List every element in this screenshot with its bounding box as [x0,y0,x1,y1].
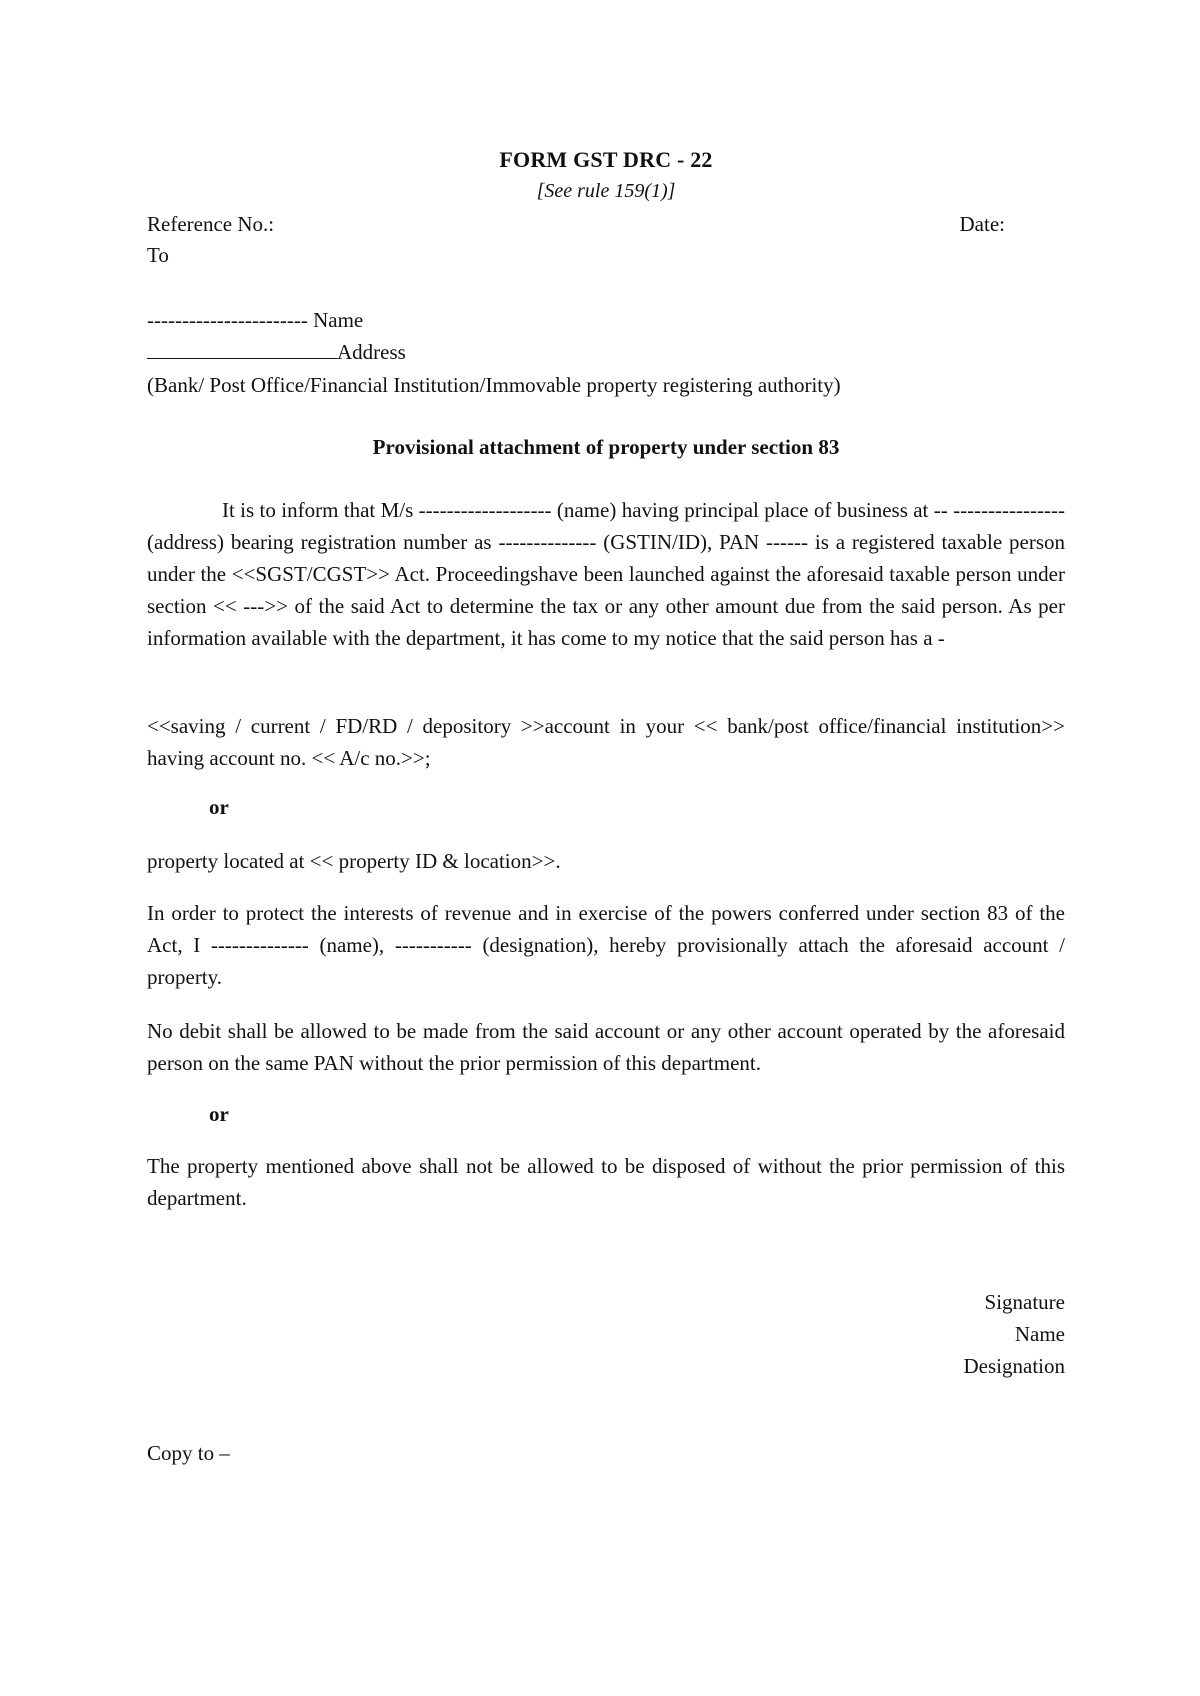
paragraph-inform [147,494,1065,654]
address-label: Address [337,340,406,364]
paragraph-account: <<saving / current / FD/RD / depository >>account in your << bank/post office/financial institution>> having account no. << A/c no.>>; [147,714,1065,770]
document-page [147,0,1065,1696]
paragraph-no-debit: No debit shall be allowed to be made from the said account or any other account operated by the aforesaid person on the same PAN without the prior permission of this department. [147,1019,1065,1075]
address-blank [147,338,337,359]
signature-label: Signature [984,1290,1065,1314]
paragraph-attach: In order to protect the interests of revenue and in exercise of the powers conferred under section 83 of the Act, I -------------- (name), ----------- (designation), hereby provisionally attach the aforesaid account / property. [147,901,1065,989]
signature-name-label: Name [1014,1322,1065,1346]
paragraph-property: property located at << property ID & location>>. [147,849,561,873]
reference-label: Reference No.: [147,212,275,236]
form-title: FORM GST DRC - 22 [499,147,713,172]
recipient-name-line: ----------------------- Name [147,308,364,332]
recipient-institutions: (Bank/ Post Office/Financial Institution/Immovable property registering authority) [147,373,841,397]
signature-designation-label: Designation [963,1354,1065,1378]
to-label: To [147,243,169,267]
form-rule: [See rule 159(1)] [536,180,676,202]
paragraph-dispose: The property mentioned above shall not be allowed to be disposed of without the prior permission of this department. [147,1154,1065,1210]
paragraph-inform-text: It is to inform that M/s ------------------- (name) having principal place of business at -- ----------------(address) bearing registration number as -------------- (GSTIN/ID), PAN ------ is a registered taxable person under the <<SGST/CGST>> Act. Proceedingshave been launched against the aforesaid taxable person under section << --->> of the said Act to determine the tax or any other amount due from the said person. As per information available with the department, it has come to my notice that the said person has a - [147,498,1065,650]
document-heading: Provisional attachment of property under section 83 [372,435,840,459]
copy-to: Copy to – [147,1441,230,1465]
date-label: Date: [959,212,1005,236]
or-separator-1: or [209,795,229,819]
or-separator-2: or [209,1102,229,1126]
reference-row [147,209,1065,240]
recipient-address-line [147,337,1065,368]
